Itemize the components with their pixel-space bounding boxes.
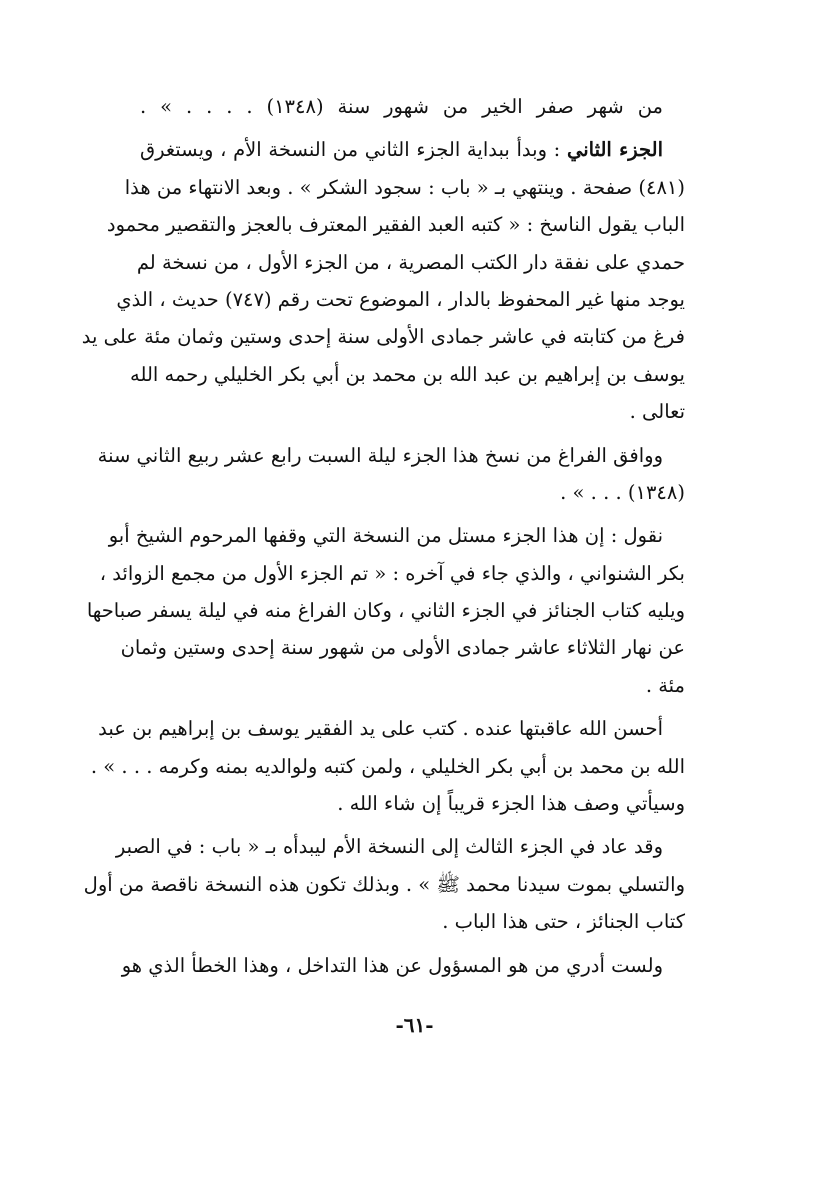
text-line: تعالى . (629, 400, 685, 424)
text-line: وقد عاد في الجزء الثالث إلى النسخة الأم ليبدأه بـ « باب : في الصبر (115, 835, 663, 859)
text-line: فرغ من كتابته في عاشر جمادى الأولى سنة إحدى وستين وثمان مئة على يد (81, 325, 685, 349)
text-line: أحسن الله عاقبتها عنده . كتب على يد الفقير يوسف بن إبراهيم بن عبد (98, 717, 663, 741)
text-line: ويليه كتاب الجنائز في الجزء الثاني ، وكان الفراغ منه في ليلة يسفر صباحها (86, 599, 685, 623)
text-line: يوجد منها غير المحفوظ بالدار ، الموضوع تحت رقم (٧٤٧) حديث ، الذي (116, 287, 685, 311)
text-line: الله بن محمد بن أبي بكر الخليلي ، ولمن كتبه ولوالديه بمنه وكرمه . . . » . (90, 754, 685, 778)
text-line: الباب يقول الناسخ : « كتبه العبد الفقير المعترف بالعجز والتقصير محمود (106, 213, 685, 237)
text-line: الجزء الثاني : وبدأ ببداية الجزء الثاني من النسخة الأم ، ويستغرق (140, 138, 663, 162)
text-line: مئة . (645, 673, 685, 697)
text-line: (٤٨١) صفحة . وينتهي بـ « باب : سجود الشكر » . وبعد الانتهاء من هذا (124, 175, 685, 199)
text-line: ولست أدري من هو المسؤول عن هذا التداخل ، وهذا الخطأ الذي هو (121, 953, 663, 977)
text-line: وسيأتي وصف هذا الجزء قريباً إن شاء الله . (337, 792, 685, 816)
page-number: -٦١- (395, 1013, 434, 1037)
text-line: كتاب الجنائز ، حتى هذا الباب . (442, 910, 685, 934)
text-line: حمدي على نفقة دار الكتب المصرية ، من الجزء الأول ، من نسخة لم (136, 250, 685, 274)
text-line: ووافق الفراغ من نسخ هذا الجزء ليلة السبت رابع عشر ربيع الثاني سنة (97, 443, 663, 467)
text-line: يوسف بن إبراهيم بن عبد الله بن محمد بن أبي بكر الخليلي رحمه الله (130, 362, 685, 386)
page-body (81, 88, 685, 984)
text-line: عن نهار الثلاثاء عاشر جمادى الأولى من شهور سنة إحدى وستين وثمان (120, 636, 685, 660)
text-line: (١٣٤٨) . . . » . (560, 480, 685, 504)
text-line: من شهر صفر الخير من شهور سنة (١٣٤٨) . . . . » . (140, 95, 663, 118)
section-heading: الجزء الثاني (566, 138, 663, 162)
text-line: والتسلي بموت سيدنا محمد ﷺ » . وبذلك تكون هذه النسخة ناقصة من أول (83, 872, 685, 896)
text-line: بكر الشنواني ، والذي جاء في آخره : « تم الجزء الأول من مجمع الزوائد ، (99, 561, 685, 585)
text-line: نقول : إن هذا الجزء مستل من النسخة التي وقفها المرحوم الشيخ أبو (108, 524, 663, 548)
